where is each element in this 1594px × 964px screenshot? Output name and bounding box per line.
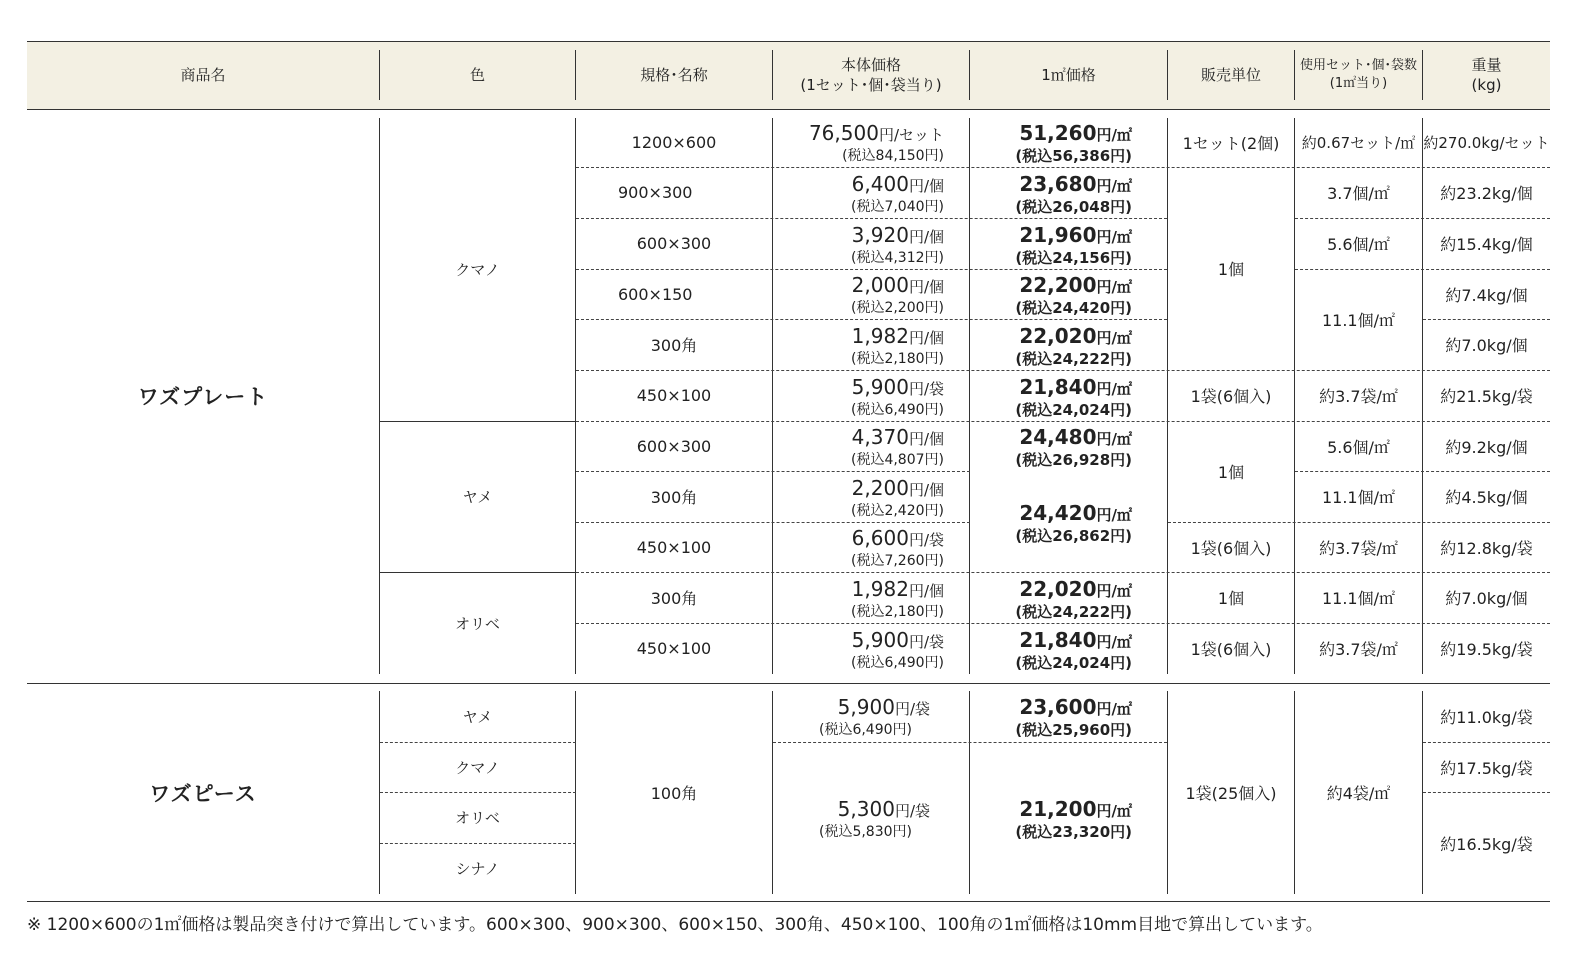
m2-price-cell xyxy=(970,273,1132,317)
color-oribe: オリベ xyxy=(455,809,500,827)
price-cell xyxy=(773,273,944,317)
price-value: 6,600 xyxy=(851,526,909,550)
m2-price-cell xyxy=(970,628,1132,672)
header-divider xyxy=(772,50,773,100)
section-divider xyxy=(27,683,1550,684)
price-value: 5,900 xyxy=(851,375,909,399)
color-oribe: オリベ xyxy=(455,614,500,633)
spec-cell: 600×300 xyxy=(636,436,712,456)
m2-price-unit: 円/㎡ xyxy=(1096,582,1132,600)
price-value: 76,500 xyxy=(808,121,879,145)
m2-price-cell xyxy=(970,577,1132,621)
m2-price-value: 22,200 xyxy=(1019,273,1097,297)
price-unit: 円/袋 xyxy=(894,802,930,820)
m2-price-unit: 円/㎡ xyxy=(1096,700,1132,718)
price-unit: 円/セット xyxy=(878,126,944,144)
product-name-waz-piece: ワズピース xyxy=(149,781,257,806)
spec-cell: 300角 xyxy=(650,488,698,507)
m2-price-unit: 円/㎡ xyxy=(1096,506,1132,524)
m2-price-tax: (税込26,928円) xyxy=(1015,451,1132,469)
price-unit: 円/個 xyxy=(908,278,944,296)
price-cell xyxy=(773,797,930,841)
usage-cell: 5.6個/㎡ xyxy=(1327,235,1390,254)
spec-cell: 600×300 xyxy=(636,234,712,253)
sales-unit-cell: 1セット(2個) xyxy=(1182,134,1280,153)
m2-price-cell xyxy=(970,324,1132,368)
usage-cell: 11.1個/㎡ xyxy=(1321,311,1396,330)
price-cell xyxy=(773,121,944,165)
spec-cell: 450×100 xyxy=(636,639,712,658)
m2-price-value: 21,840 xyxy=(1019,375,1097,399)
sales-unit-cell: 1袋(25個入) xyxy=(1185,784,1277,803)
m2-price-tax: (税込24,156円) xyxy=(1015,249,1132,267)
weight-cell: 約11.0kg/袋 xyxy=(1440,708,1533,727)
weight-cell: 約19.5kg/袋 xyxy=(1440,640,1533,659)
m2-price-tax: (税込26,862円) xyxy=(1015,527,1132,545)
price-value: 3,920 xyxy=(851,223,909,247)
m2-price-unit: 円/㎡ xyxy=(1096,329,1132,347)
spec-cell: 900×300 xyxy=(618,183,693,202)
price-cell xyxy=(773,172,944,216)
weight-cell: 約17.5kg/袋 xyxy=(1440,758,1533,778)
price-unit: 円/個 xyxy=(908,481,944,499)
m2-price-tax: (税込25,960円) xyxy=(1015,721,1132,739)
weight-cell: 約7.0kg/個 xyxy=(1445,336,1528,355)
price-unit: 円/個 xyxy=(908,582,944,600)
m2-price-cell xyxy=(970,223,1132,267)
header-divider xyxy=(969,50,970,100)
weight-cell: 約4.5kg/個 xyxy=(1445,488,1528,507)
header-usage: 使用セット･個･袋数 (1㎡当り) xyxy=(1299,57,1417,91)
price-value: 1,982 xyxy=(851,577,909,601)
color-yame: ヤメ xyxy=(462,708,493,726)
price-cell xyxy=(773,526,944,570)
price-cell xyxy=(773,425,944,469)
price-tax: (税込2,200円) xyxy=(850,300,944,316)
usage-cell: 11.1個/㎡ xyxy=(1321,488,1396,507)
price-tax: (税込84,150円) xyxy=(842,148,944,164)
price-tax: (税込5,830円) xyxy=(818,824,912,840)
footnote: ※ 1200×600の1㎡価格は製品突き付けで算出しています。600×300、900×300、600×150、300角、450×100、100角の1㎡価格は10mm目地で算出しています。 xyxy=(27,915,1323,935)
price-tax: (税込7,260円) xyxy=(850,553,944,569)
color-kumano: クマノ xyxy=(455,261,500,279)
color-yame: ヤメ xyxy=(462,488,493,506)
m2-price-unit: 円/㎡ xyxy=(1096,177,1132,195)
price-unit: 円/袋 xyxy=(894,700,930,718)
m2-price-unit: 円/㎡ xyxy=(1096,278,1132,296)
m2-price-cell xyxy=(970,172,1132,216)
spec-cell: 600×150 xyxy=(618,284,693,304)
header-product: 商品名 xyxy=(180,65,226,84)
m2-price-unit: 円/㎡ xyxy=(1096,802,1132,820)
m2-price-unit: 円/㎡ xyxy=(1096,430,1132,448)
price-cell xyxy=(773,577,944,621)
price-cell xyxy=(773,375,944,419)
header-sales-unit: 販売単位 xyxy=(1200,65,1261,84)
usage-cell: 約0.67セット/㎡ xyxy=(1301,134,1416,152)
m2-price-value: 22,020 xyxy=(1019,577,1097,601)
price-unit: 円/袋 xyxy=(908,380,944,398)
color-kumano: クマノ xyxy=(455,758,500,777)
m2-price-cell xyxy=(970,695,1132,739)
usage-cell: 約3.7袋/㎡ xyxy=(1319,640,1398,659)
price-value: 6,400 xyxy=(851,172,909,196)
m2-price-value: 24,420 xyxy=(1019,501,1097,525)
price-cell xyxy=(773,628,944,672)
m2-price-tax: (税込56,386円) xyxy=(1015,147,1132,165)
spec-cell: 300角 xyxy=(650,336,698,355)
m2-price-tax: (税込24,222円) xyxy=(1015,603,1132,621)
m2-price-tax: (税込23,320円) xyxy=(1015,823,1132,841)
price-tax: (税込2,420円) xyxy=(850,503,944,519)
m2-price-tax: (税込24,024円) xyxy=(1015,401,1132,419)
price-value: 2,200 xyxy=(851,476,909,500)
weight-cell: 約21.5kg/袋 xyxy=(1440,387,1533,406)
header-weight: 重量 (kg) xyxy=(1471,55,1502,94)
spec-cell: 100角 xyxy=(650,784,698,803)
usage-cell: 3.7個/㎡ xyxy=(1327,184,1390,203)
price-tax: (税込6,490円) xyxy=(818,722,912,738)
usage-cell: 約4袋/㎡ xyxy=(1326,784,1391,803)
weight-cell: 約9.2kg/個 xyxy=(1445,437,1528,457)
m2-price-tax: (税込24,420円) xyxy=(1015,299,1132,317)
header-divider xyxy=(1294,50,1295,100)
m2-price-cell xyxy=(970,797,1132,841)
m2-price-cell xyxy=(970,425,1132,469)
product-name-waz-plate: ワズプレート xyxy=(137,385,269,409)
m2-price-cell xyxy=(970,501,1132,545)
m2-price-value: 22,020 xyxy=(1019,324,1097,348)
header-divider xyxy=(575,50,576,100)
sales-unit-cell: 1袋(6個入) xyxy=(1190,538,1272,558)
weight-cell: 約12.8kg/袋 xyxy=(1440,538,1533,558)
m2-price-value: 24,480 xyxy=(1019,425,1097,449)
sales-unit-cell: 1個 xyxy=(1217,260,1245,279)
spec-cell: 1200×600 xyxy=(631,133,717,152)
m2-price-tax: (税込26,048円) xyxy=(1015,198,1132,216)
m2-price-value: 23,600 xyxy=(1019,695,1097,719)
weight-cell: 約15.4kg/個 xyxy=(1440,235,1533,254)
sales-unit-cell: 1袋(6個入) xyxy=(1190,640,1272,659)
price-tax: (税込4,807円) xyxy=(850,452,944,468)
sales-unit-cell: 1個 xyxy=(1217,589,1245,608)
weight-cell: 約270.0kg/セット xyxy=(1423,134,1550,152)
weight-cell: 約7.0kg/個 xyxy=(1445,589,1528,608)
price-tax: (税込4,312円) xyxy=(850,250,944,266)
usage-cell: 5.6個/㎡ xyxy=(1327,437,1390,457)
price-value: 4,370 xyxy=(851,425,909,449)
price-unit: 円/個 xyxy=(908,177,944,195)
price-cell xyxy=(773,324,944,368)
spec-cell: 300角 xyxy=(650,589,698,608)
weight-cell: 約7.4kg/個 xyxy=(1445,285,1528,305)
m2-price-value: 21,200 xyxy=(1019,797,1097,821)
table-bottom-line xyxy=(27,901,1550,902)
m2-price-unit: 円/㎡ xyxy=(1096,228,1132,246)
header-price: 本体価格 (1セット･個･袋当り) xyxy=(800,55,942,94)
spec-cell: 450×100 xyxy=(636,537,712,557)
price-unit: 円/袋 xyxy=(908,531,944,549)
m2-price-cell xyxy=(970,375,1132,419)
price-tax: (税込6,490円) xyxy=(850,655,944,671)
m2-price-unit: 円/㎡ xyxy=(1096,633,1132,651)
m2-price-cell xyxy=(970,121,1132,165)
price-unit: 円/袋 xyxy=(908,633,944,651)
price-tax: (税込2,180円) xyxy=(850,351,944,367)
price-value: 5,900 xyxy=(837,695,895,719)
price-value: 2,000 xyxy=(851,273,909,297)
m2-price-tax: (税込24,024円) xyxy=(1015,654,1132,672)
price-unit: 円/個 xyxy=(908,329,944,347)
color-shinano: シナノ xyxy=(455,860,500,878)
header-color: 色 xyxy=(469,65,485,84)
m2-price-value: 51,260 xyxy=(1019,121,1097,145)
header-divider xyxy=(379,50,380,100)
sales-unit-cell: 1袋(6個入) xyxy=(1190,387,1272,406)
price-cell xyxy=(773,695,930,739)
header-divider xyxy=(1422,50,1423,100)
price-cell xyxy=(773,223,944,267)
price-cell xyxy=(773,476,944,520)
m2-price-tax: (税込24,222円) xyxy=(1015,350,1132,368)
price-value: 1,982 xyxy=(851,324,909,348)
weight-cell: 約16.5kg/袋 xyxy=(1440,834,1533,854)
m2-price-value: 21,960 xyxy=(1019,223,1097,247)
price-unit: 円/個 xyxy=(908,430,944,448)
m2-price-value: 21,840 xyxy=(1019,628,1097,652)
usage-cell: 約3.7袋/㎡ xyxy=(1319,538,1398,558)
spec-cell: 450×100 xyxy=(636,386,712,405)
price-unit: 円/個 xyxy=(908,228,944,246)
price-tax: (税込6,490円) xyxy=(850,402,944,418)
header-spec: 規格･名称 xyxy=(640,65,708,84)
weight-cell: 約23.2kg/個 xyxy=(1440,184,1533,203)
usage-cell: 11.1個/㎡ xyxy=(1321,589,1396,608)
price-value: 5,300 xyxy=(837,797,895,821)
row-divider xyxy=(773,742,1167,743)
price-tax: (税込2,180円) xyxy=(850,604,944,620)
m2-price-value: 23,680 xyxy=(1019,172,1097,196)
m2-price-unit: 円/㎡ xyxy=(1096,126,1132,144)
price-value: 5,900 xyxy=(851,628,909,652)
header-divider xyxy=(1167,50,1168,100)
usage-cell: 約3.7袋/㎡ xyxy=(1319,387,1398,406)
m2-price-unit: 円/㎡ xyxy=(1096,380,1132,398)
price-tax: (税込7,040円) xyxy=(850,199,944,215)
sales-unit-cell: 1個 xyxy=(1217,463,1245,482)
header-m2-price: 1㎡価格 xyxy=(1041,65,1096,84)
